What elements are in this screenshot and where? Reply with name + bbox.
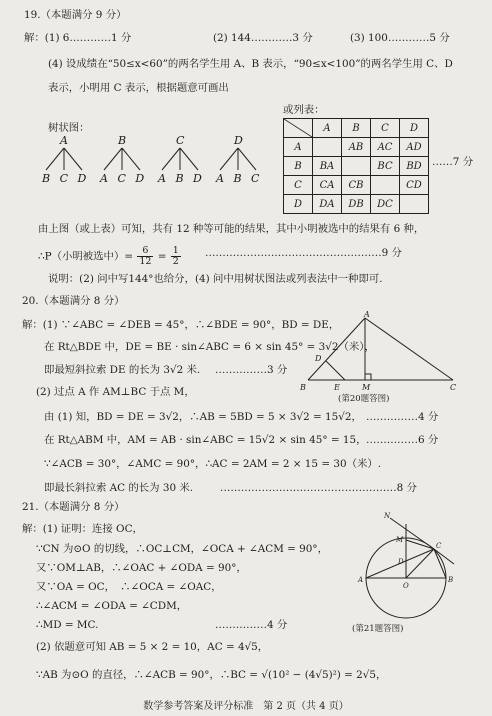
q21-line6: ∴MD = MC. — [36, 619, 99, 631]
table-cell: C — [284, 176, 313, 195]
q20-line1: 解：(1) ∵∠ABC = ∠DEB = 45°，∴∠BDE = 90°，BD = DE， — [22, 319, 340, 331]
q20-line3: 即最短斜拉索 DE 的长为 3√2 米. — [44, 364, 201, 376]
q19-line6: 说明：(2) 问中写144°也给分，(4) 问中用树状图法或列表法中一种即可. — [48, 273, 383, 285]
tree-root-a: A — [60, 134, 68, 147]
table-header-cell: D — [400, 119, 429, 138]
page-footer: 数学参考答案及评分标准 第 2 页（共 4 页） — [143, 701, 349, 712]
table-cell: CB — [342, 176, 371, 195]
fig21-label-o: O — [403, 582, 409, 590]
q19-line3: 表示，小明用 C 表示，根据题意可画出 — [48, 82, 229, 94]
tree-root-d: D — [234, 134, 243, 147]
fraction-1-2: $\frac{1}{2}$ — [172, 245, 179, 267]
table-cell — [371, 176, 400, 195]
fraction-6-12: $\frac{6}{12}$ — [139, 245, 152, 267]
table-cell: AC — [371, 138, 400, 157]
q21-line3: 又∵OM⊥AB，∴∠OAC + ∠ODA = 90°， — [36, 562, 247, 574]
q19-table-title: 或列表： — [283, 104, 325, 116]
tree-root-b: B — [118, 134, 127, 147]
q20-line5: 由 (1) 知，BD = DE = 3√2，∴AB = 5BD = 5 × 3√2 = 15√2， — [44, 411, 362, 423]
tree-leaves-a: B C D — [42, 172, 87, 185]
figure-20-caption: (第20题答图) — [338, 394, 390, 404]
table-cell: CD — [400, 176, 429, 195]
q21-line6-score: ……………4 分 — [215, 619, 288, 631]
q19-tree-title: 树状图： — [48, 122, 90, 134]
table-header-cell: B — [342, 119, 371, 138]
q20-line2: 在 Rt△BDE 中，DE = BE · sin∠ABC = 6 × sin 45° = 3√2（米）， — [44, 341, 375, 353]
table-cell: BA — [313, 157, 342, 176]
q19-header: 19.（本题满分 9 分） — [24, 9, 127, 21]
fig20-label-d: D — [315, 354, 322, 363]
q20-line6-score: ……………6 分 — [366, 434, 439, 446]
table-cell: AD — [400, 138, 429, 157]
table-corner — [284, 119, 313, 138]
table-cell: DC — [371, 195, 400, 214]
fig21-label-b: B — [448, 576, 454, 584]
figure-21-circle-diagram — [336, 512, 476, 624]
q19-line5: ∴P（小明被选中）= $\frac{6}{12}$ = $\frac{1}{2}$ — [38, 245, 179, 267]
table-header-cell: C — [371, 119, 400, 138]
table-cell — [400, 195, 429, 214]
q21-line2: ∵CN 为⊙O 的切线，∴OC⊥CM，∠OCA + ∠ACM = 90°， — [36, 543, 328, 555]
table-cell: DB — [342, 195, 371, 214]
table-cell: B — [284, 157, 313, 176]
table-cell: DA — [313, 195, 342, 214]
table-row — [284, 195, 429, 214]
q19-line1-a: 解：(1) 6…………1 分 — [24, 32, 132, 44]
table-cell: D — [284, 195, 313, 214]
q21-line4: 又∵OA = OC， ∴∠OCA = ∠OAC， — [36, 581, 222, 593]
q19-line5-prefix: ∴P（小明被选中）= — [38, 250, 134, 263]
q20-line3-score: ……………3 分 — [215, 364, 288, 376]
table-cell: CA — [313, 176, 342, 195]
figure-20-cable-diagram — [298, 310, 468, 400]
q21-line7: (2) 依题意可知 AB = 5 × 2 = 10，AC = 4√5， — [36, 641, 269, 653]
q21-line8: ∵AB 为⊙O 的直径，∴∠ACB = 90°，∴BC = √(10² − (4√5)²) = 2√5， — [36, 669, 387, 681]
q20-line4: (2) 过点 A 作 AM⊥BC 于点 M， — [36, 386, 195, 398]
table-cell: BD — [400, 157, 429, 176]
q21-line5: ∴∠ACM = ∠ODA = ∠CDM， — [36, 600, 188, 612]
q19-table-score: ……7 分 — [432, 156, 474, 168]
table-header-cell: A — [313, 119, 342, 138]
table-row — [284, 176, 429, 195]
table-row — [284, 138, 429, 157]
tree-root-c: C — [176, 134, 185, 147]
q19-line1-c: (3) 100…………5 分 — [350, 32, 450, 44]
q19-line1-b: (2) 144…………3 分 — [213, 32, 313, 44]
fig21-label-a: A — [358, 576, 364, 584]
q20-header: 20.（本题满分 8 分） — [22, 295, 125, 307]
q19-line2: (4) 设成绩在“50≤x<60”的两名学生用 A、B 表示，“90≤x<100”的两名学生用 C、D — [48, 58, 453, 70]
fig21-label-n: N — [384, 512, 391, 520]
q20-line7: ∵∠ACB = 30°，∠AMC = 90°，∴AC = 2AM = 2 × 15 = 30（米）. — [44, 458, 382, 470]
fig20-label-c: C — [450, 383, 457, 392]
fig20-label-m: M — [362, 383, 371, 392]
fig21-label-d: D — [398, 558, 404, 566]
outcome-table — [283, 118, 429, 214]
table-cell — [313, 138, 342, 157]
table-cell: A — [284, 138, 313, 157]
q21-header: 21.（本题满分 8 分） — [22, 501, 125, 513]
q19-line5-score: ……………………………………………9 分 — [205, 247, 402, 259]
q20-line5-score: ……………4 分 — [366, 411, 439, 423]
tree-leaves-d: A B C — [216, 172, 260, 185]
q20-line8: 即最长斜拉索 AC 的长为 30 米. — [44, 482, 194, 494]
q20-line6: 在 Rt△ABM 中，AM = AB · sin∠ABC = 15√2 × sin 45° = 15， — [44, 434, 367, 446]
table-cell: BC — [371, 157, 400, 176]
q20-line8-score: ……………………………………………8 分 — [220, 482, 417, 494]
figure-21-caption: (第21题答图) — [352, 624, 404, 634]
fig20-label-e: E — [334, 383, 340, 392]
fig21-label-c: C — [436, 542, 442, 550]
q19-line4: 由上图（或上表）可知，共有 12 种等可能的结果，其中小明被选中的结果有 6 种， — [38, 223, 425, 235]
fig21-label-m: M — [396, 536, 404, 544]
tree-leaves-b: A C D — [100, 172, 145, 185]
table-row — [284, 157, 429, 176]
table-cell — [342, 157, 371, 176]
table-cell: AB — [342, 138, 371, 157]
q21-line1: 解：(1) 证明：连接 OC， — [22, 523, 143, 535]
fig20-label-a: A — [364, 310, 370, 319]
fig20-label-b: B — [300, 383, 306, 392]
tree-leaves-c: A B D — [158, 172, 202, 185]
